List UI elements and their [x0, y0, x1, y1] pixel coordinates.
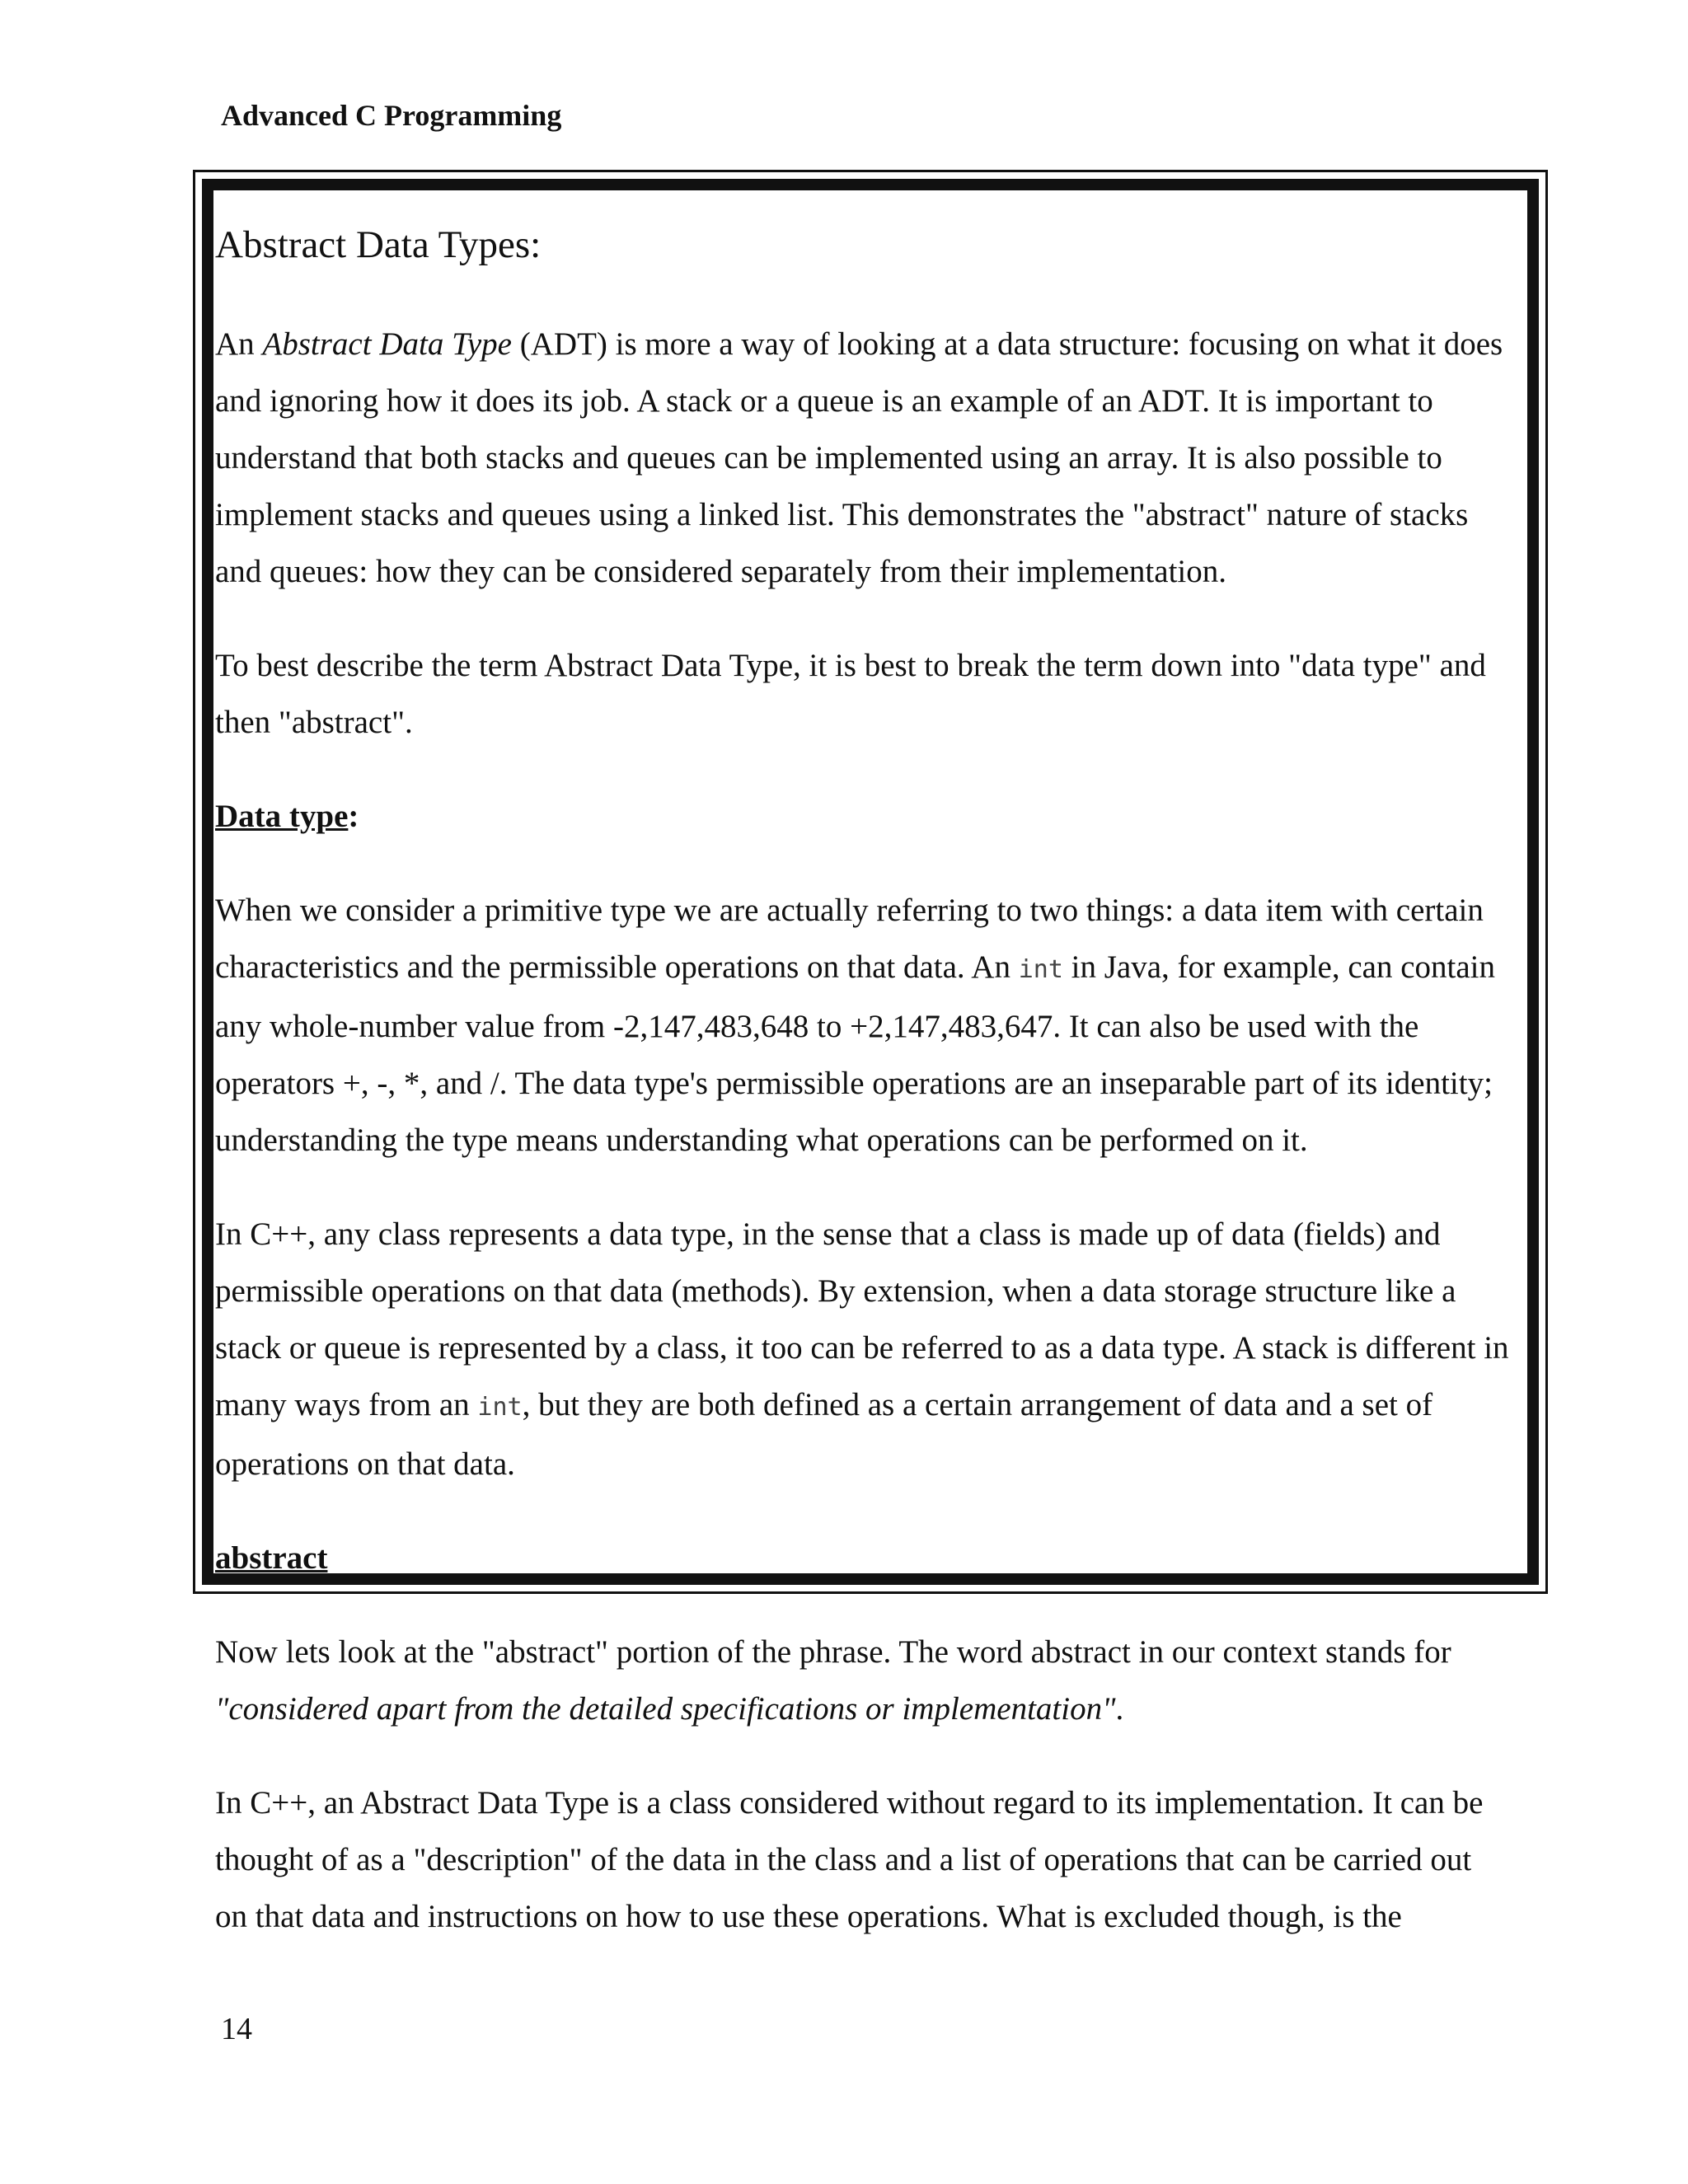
- data-type-p2-code: int: [477, 1393, 523, 1422]
- abstract-heading-text: abstract: [215, 1540, 328, 1576]
- page-number: 14: [221, 2012, 252, 2046]
- intro-paragraph-1: [215, 316, 1509, 600]
- abstract-p1-text-a: Now lets look at the "abstract" portion of the phrase. The word abstract in our context stands for: [215, 1634, 1451, 1670]
- data-type-p1-text-a: When we consider a primitive type we are actually referring to two things: a data item with certain characteristics and the permissible operations on that data. An: [215, 893, 1484, 985]
- data-type-paragraph-2: [215, 1206, 1509, 1493]
- section-title: Abstract Data Types:: [215, 223, 542, 266]
- content-frame-inner: [202, 179, 1539, 1934]
- running-header: Advanced C Programming: [221, 99, 562, 132]
- content-frame: [193, 170, 1548, 1934]
- abstract-p1-text-b: .: [1115, 1691, 1124, 1727]
- data-type-heading-colon: :: [348, 799, 359, 834]
- data-type-p2-text-a: In C++, any class represents a data type, in the sense that a class is made up of data (fields) and permissible operations on that data (methods). By extension, when a data storage structure like a stack or queue is represented by a class, it too can be referred to as a data type. A stack is different in many ways from an: [215, 1216, 1509, 1422]
- data-type-heading-text: Data type: [215, 799, 349, 834]
- intro-p1-text-a: An: [215, 326, 263, 362]
- frame-content: [215, 220, 1509, 1945]
- data-type-p2-text-b: , but they are both defined as a certain arrangement of data and a set of operations on that data.: [215, 1387, 1433, 1482]
- abstract-p1-emphasis: "considered apart from the detailed specifications or implementation": [215, 1691, 1116, 1727]
- data-type-paragraph-1: [215, 882, 1509, 1169]
- data-type-p1-code: int: [1018, 955, 1063, 984]
- data-type-p1-text-b: in Java, for example, can contain any whole-number value from -2,147,483,648 to +2,147,483,647. It can also be used with the operators +, -, *, and /. The data type's permissible operations are an inseparable part of its identity; understanding the type means understanding what operations can be performed on it.: [215, 949, 1496, 1158]
- abstract-heading: [215, 1530, 1509, 1586]
- abstract-paragraph-1: [215, 1624, 1509, 1737]
- abstract-paragraph-2: In C++, an Abstract Data Type is a class considered without regard to its implementation. It can be thought of as a "description" of the data in the class and a list of operations that can be carried out on that data and instructions on how to use these operations. What is excluded though, is the: [215, 1785, 1484, 1934]
- intro-paragraph-2: To best describe the term Abstract Data Type, it is best to break the term down into "data type" and then "abstract".: [215, 648, 1486, 740]
- intro-p1-emphasis: Abstract Data Type: [262, 326, 512, 362]
- data-type-heading: [215, 788, 1509, 845]
- intro-p1-text-b: (ADT) is more a way of looking at a data structure: focusing on what it does and ignoring how it does its job. A stack or a queue is an example of an ADT. It is important to understand that both stacks and queues can be implemented using an array. It is also possible to implement stacks and queues using a linked list. This demonstrates the "abstract" nature of stacks and queues: how they can be considered separately from their implementation.: [215, 326, 1503, 589]
